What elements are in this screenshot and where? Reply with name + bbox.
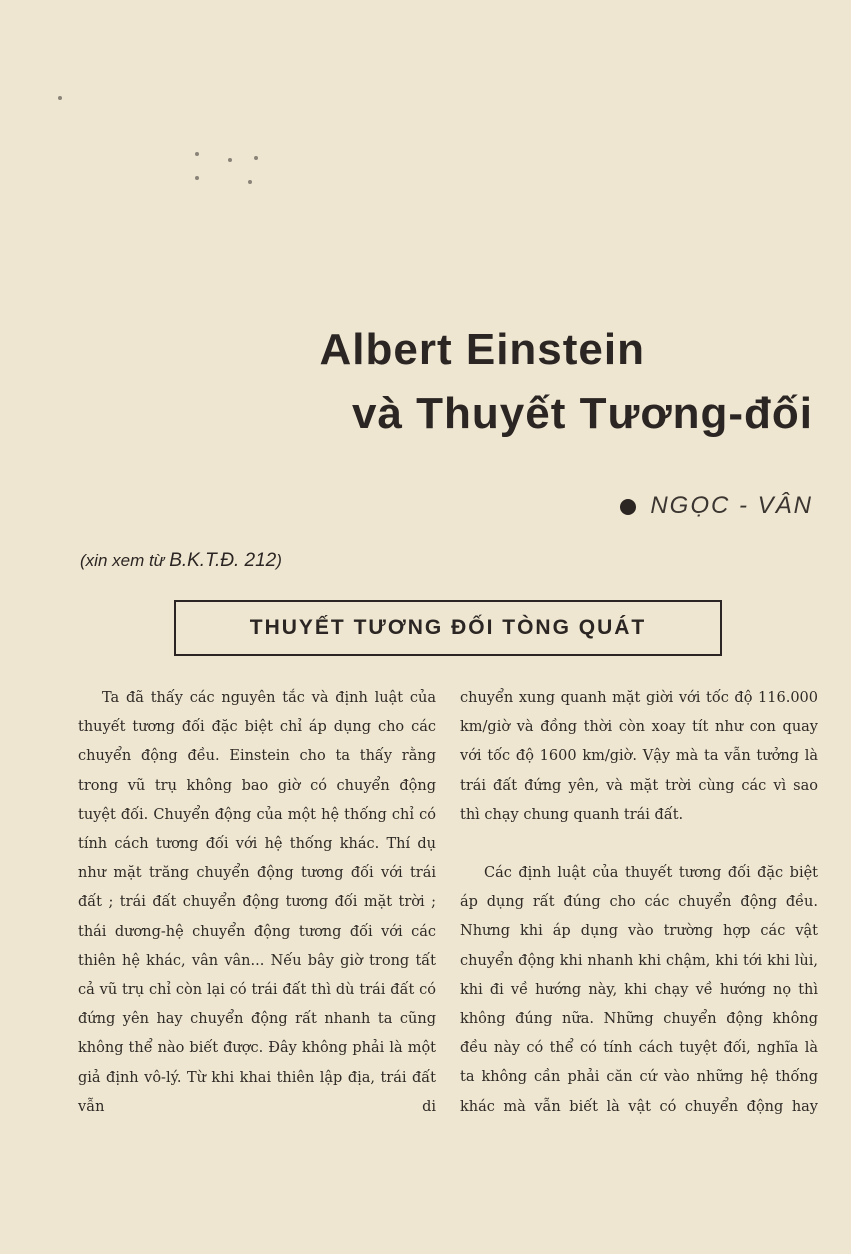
- article-title: [320, 318, 814, 446]
- bullet-icon: [620, 499, 636, 515]
- paper-speck: [254, 156, 258, 160]
- continued-reference: B.K.T.Đ. 212: [169, 550, 277, 571]
- body-column-right: [460, 684, 818, 1122]
- section-heading: THUYẾT TƯƠNG ĐỐI TÒNG QUÁT: [249, 616, 647, 639]
- paper-speck: [228, 158, 232, 162]
- paper-speck: [195, 152, 199, 156]
- author-byline: [620, 492, 813, 520]
- continued-suffix: ): [276, 551, 282, 570]
- paper-speck: [195, 176, 199, 180]
- body-paragraph: chuyển xung quanh mặt giời với tốc độ 116.000 km/giờ và đồng thời còn xoay tít như con quay với tốc độ 1600 km/giờ. Vậy mà ta vẫn tưởng là trái đất đứng yên, và mặt trời cùng các vì sao thì chạy chung quanh trái đất.: [460, 690, 818, 823]
- continued-prefix: (xin xem từ: [80, 551, 170, 570]
- paper-speck: [58, 96, 62, 100]
- continued-note: [80, 550, 282, 572]
- body-column-left: [78, 684, 436, 1122]
- body-paragraph: Ta đã thấy các nguyên tắc và định luật của thuyết tương đối đặc biệt chỉ áp dụng cho các chuyển động đều. Einstein cho ta thấy rằng trong vũ trụ không bao giờ có chuyển động tuyệt đối. Chuyển động của một hệ thống chỉ có tính cách tương đối với hệ thống khác. Thí dụ như mặt trăng chuyển động tương đối với trái đất ; trái đất chuyển động tương đối mặt trời ; thái dương-hệ chuyển động tương đối với các thiên hệ khác, vân vân... Nếu bây giờ trong tất cả vũ trụ chỉ còn lại có trái đất thì dù trái đất có đứng yên hay chuyển động rất nhanh ta cũng không thể nào biết được. Đây không phải là một giả định vô-lý. Từ khi khai thiên lập địa, trái đất vẫn di: [78, 690, 436, 1115]
- title-line-2: và Thuyết Tương-đối: [351, 389, 813, 438]
- section-heading-box: [174, 600, 722, 656]
- author-name: NGỌC - VÂN: [650, 492, 813, 519]
- title-line-1: Albert Einstein: [319, 325, 645, 374]
- body-paragraph: Các định luật của thuyết tương đối đặc biệt áp dụng rất đúng cho các chuyển động đều. Nhưng khi áp dụng vào trường hợp các vật chuyển động khi nhanh khi chậm, khi tới khi lùi, khi đi về hướng này, khi chạy về hướng nọ thì không đúng nữa. Những chuyển động không đều này có thể có tính cách tuyệt đối, nghĩa là ta không cần phải căn cứ vào những hệ thống khác mà vẫn biết là vật có chuyển động hay: [460, 865, 818, 1115]
- paper-speck: [248, 180, 252, 184]
